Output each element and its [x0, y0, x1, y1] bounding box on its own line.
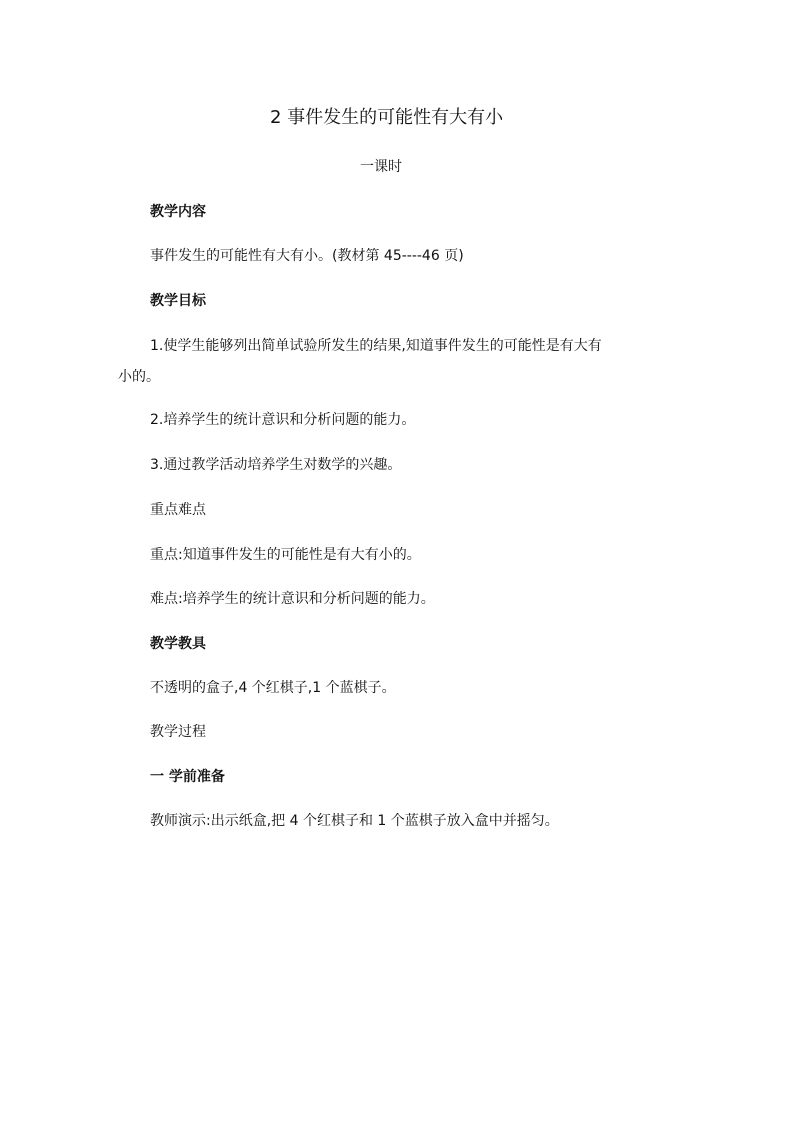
goal-1-line-1: 1.使学生能够列出简单试验所发生的结果,知道事件发生的可能性是有大有 — [150, 338, 602, 354]
section-heading-key-points: 重点难点 — [150, 502, 206, 518]
section-heading-goals: 教学目标 — [150, 293, 206, 309]
difficult-point: 难点:培养学生的统计意识和分析问题的能力。 — [150, 591, 435, 607]
key-point: 重点:知道事件发生的可能性是有大有小的。 — [150, 547, 421, 563]
section-heading-content: 教学内容 — [150, 204, 206, 220]
section-heading-process: 教学过程 — [150, 724, 206, 740]
document-subtitle: 一课时 — [360, 159, 402, 175]
document-title: 2 事件发生的可能性有大有小 — [270, 107, 504, 128]
goal-2: 2.培养学生的统计意识和分析问题的能力。 — [150, 412, 416, 428]
step-1-heading: 一 学前准备 — [150, 769, 225, 785]
goal-1-line-2: 小的。 — [118, 369, 160, 385]
tools-text: 不透明的盒子,4 个红棋子,1 个蓝棋子。 — [150, 680, 396, 696]
section-heading-tools: 教学教具 — [150, 636, 206, 652]
content-text: 事件发生的可能性有大有小。(教材第 45----46 页) — [150, 248, 464, 264]
step-1-text: 教师演示:出示纸盒,把 4 个红棋子和 1 个蓝棋子放入盒中并摇匀。 — [150, 813, 559, 829]
goal-3: 3.通过教学活动培养学生对数学的兴趣。 — [150, 457, 402, 473]
